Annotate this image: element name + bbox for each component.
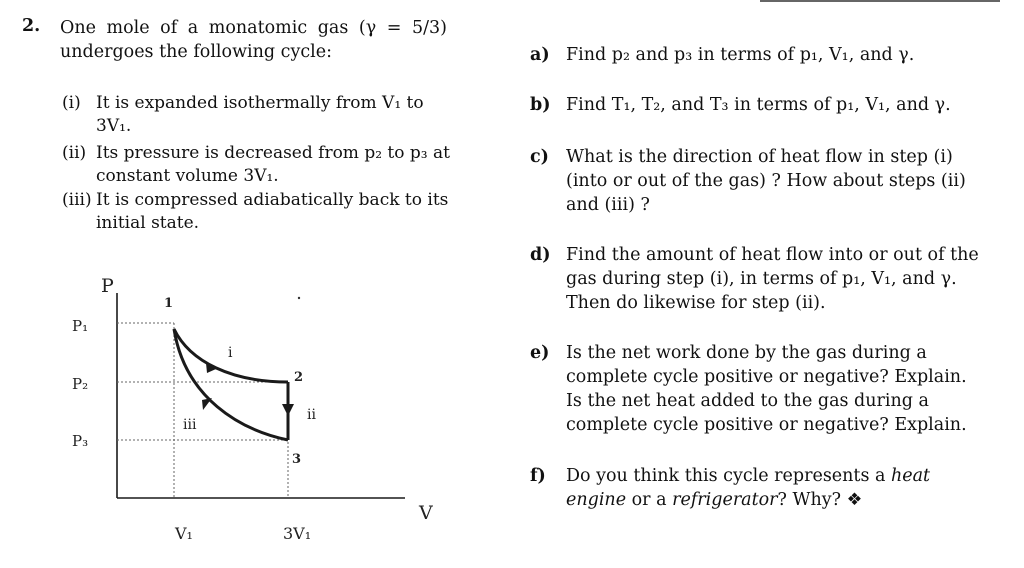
- step-ii-line-1: Its pressure is decreased from p₂ to p₃ at: [96, 143, 450, 163]
- question-c-line-2: (into or out of the gas) ? How about steps (ii): [566, 171, 966, 191]
- step-i-line-2: 3V₁.: [96, 116, 132, 136]
- question-d-line-1: Find the amount of heat flow into or out of the: [566, 245, 979, 265]
- step-iii-diagram-label: iii: [183, 417, 197, 433]
- question-c-line-3: and (iii) ?: [566, 195, 650, 215]
- step-i-diagram-label: i: [228, 345, 233, 361]
- question-e-label: e): [530, 343, 550, 363]
- problem-number: 2.: [22, 16, 41, 36]
- step-iii-label: (iii): [62, 190, 92, 210]
- step-iii-line-1: It is compressed adiabatically back to its: [96, 190, 449, 210]
- step-i-label: (i): [62, 93, 81, 113]
- question-f-engine: engine: [566, 490, 627, 510]
- tick-p3: P₃: [72, 432, 89, 450]
- question-f-refrigerator: refrigerator: [672, 490, 778, 510]
- tick-v1: V₁: [175, 524, 193, 543]
- question-d-line-2: gas during step (i), in terms of p₁, V₁, and γ.: [566, 269, 957, 289]
- axis-p-label: P: [101, 275, 114, 297]
- question-f-line-1-text: Do you think this cycle represents a: [566, 466, 891, 486]
- tick-3v1: 3V₁: [283, 524, 312, 543]
- question-a-line-1: Find p₂ and p₃ in terms of p₁, V₁, and γ.: [566, 45, 915, 65]
- state-2-label: 2: [294, 370, 304, 385]
- state-3-label: 3: [292, 452, 302, 467]
- step-ii-diagram-label: ii: [307, 407, 316, 423]
- step-iii-line-2: initial state.: [96, 213, 200, 233]
- tick-p1: P₁: [72, 317, 89, 335]
- question-f-why: ? Why? ❖: [777, 490, 863, 510]
- question-d-line-3: Then do likewise for step (ii).: [566, 293, 826, 313]
- question-f-heat: heat: [891, 466, 931, 486]
- question-c-line-1: What is the direction of heat flow in step (i): [566, 147, 953, 167]
- question-e-line-2: complete cycle positive or negative? Explain.: [566, 367, 967, 387]
- axis-v-label: V: [419, 502, 433, 524]
- question-e-line-4: complete cycle positive or negative? Explain.: [566, 415, 967, 435]
- arrow-step-iii: [202, 398, 212, 410]
- stem-line-1: One mole of a monatomic gas (γ = 5/3): [60, 18, 447, 38]
- step-ii-label: (ii): [62, 143, 87, 163]
- step-ii-line-2: constant volume 3V₁.: [96, 166, 279, 186]
- question-f-label: f): [530, 466, 546, 486]
- question-b-label: b): [530, 95, 551, 115]
- tick-p2: P₂: [72, 375, 89, 393]
- stem-line-2: undergoes the following cycle:: [60, 42, 333, 62]
- arrow-step-ii: [282, 404, 294, 416]
- question-e-line-3: Is the net heat added to the gas during a: [566, 391, 929, 411]
- step-i-line-1: It is expanded isothermally from V₁ to: [96, 93, 424, 113]
- stray-dot: [298, 297, 300, 299]
- question-b-line-1: Find T₁, T₂, and T₃ in terms of p₁, V₁, and γ.: [566, 95, 951, 115]
- question-e-line-1: Is the net work done by the gas during a: [566, 343, 927, 363]
- state-1-label: 1: [164, 296, 174, 311]
- question-c-label: c): [530, 147, 549, 167]
- question-f-or: or a: [626, 490, 673, 510]
- question-d-label: d): [530, 245, 551, 265]
- question-a-label: a): [530, 45, 550, 65]
